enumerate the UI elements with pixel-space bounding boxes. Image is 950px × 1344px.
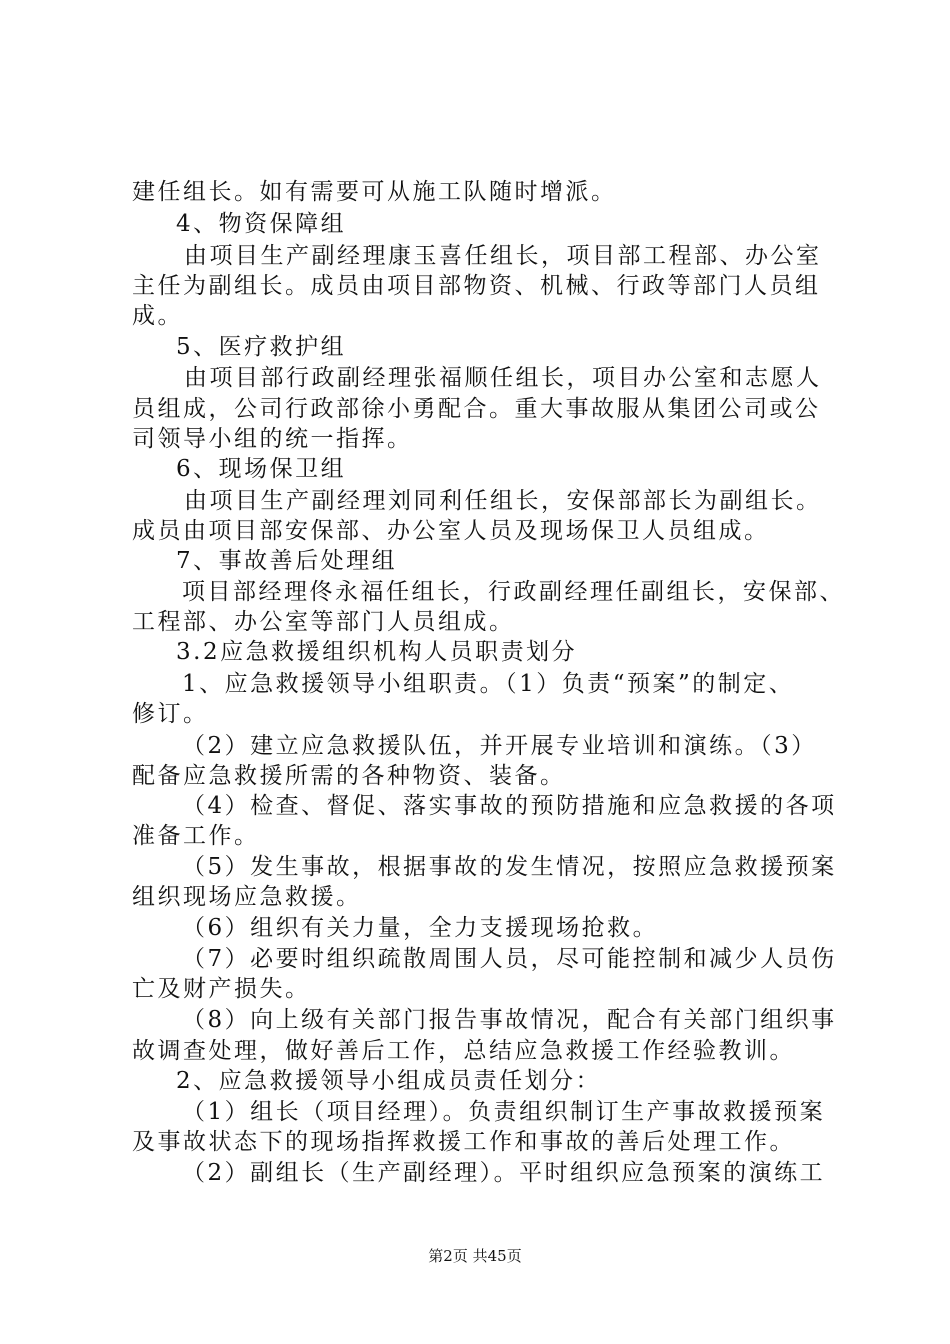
text-line: （1）组长（项目经理）。负责组织制订生产事故救援预案	[182, 1099, 826, 1125]
section-heading: 7、事故善后处理组	[176, 548, 398, 574]
text-line: 及事故状态下的现场指挥救援工作和事故的善后处理工作。	[132, 1129, 795, 1155]
text-line: 组织现场应急救援。	[132, 884, 362, 910]
text-line: 司领导小组的统一指挥。	[132, 426, 413, 452]
text-line: （6）组织有关力量，全力支援现场抢救。	[182, 915, 659, 941]
section-heading: 4、物资保障组	[176, 211, 347, 237]
section-heading: 3.2应急救援组织机构人员职责划分	[176, 639, 578, 665]
text-line: 成。	[132, 303, 183, 329]
text-line: 主任为副组长。成员由项目部物资、机械、行政等部门人员组	[132, 273, 821, 299]
text-line: 成员由项目部安保部、办公室人员及现场保卫人员组成。	[132, 518, 770, 544]
text-line: 建任组长。如有需要可从施工队随时增派。	[132, 179, 617, 205]
section-heading: 2、应急救援领导小组成员责任划分：	[176, 1068, 602, 1094]
text-line: 由项目生产副经理刘同利任组长，安保部部长为副组长。	[184, 488, 822, 514]
text-line: 项目部经理佟永福任组长，行政副经理任副组长，安保部、	[182, 579, 845, 605]
text-line: （2）建立应急救援队伍，并开展专业培训和演练。（3）	[182, 733, 817, 759]
section-heading: 5、医疗救护组	[176, 334, 347, 360]
text-line: 工程部、办公室等部门人员组成。	[132, 609, 515, 635]
text-line: 修订。	[132, 701, 209, 727]
text-line: 由项目生产副经理康玉喜任组长，项目部工程部、办公室	[184, 243, 822, 269]
section-heading: 6、现场保卫组	[176, 456, 347, 482]
text-line: （5）发生事故，根据事故的发生情况，按照应急救援预案	[182, 854, 837, 880]
text-line: （7）必要时组织疏散周围人员，尽可能控制和减少人员伤	[182, 946, 837, 972]
text-line: 1、应急救援领导小组职责。（1）负责“预案”的制定、	[182, 671, 795, 697]
text-line: 故调查处理，做好善后工作，总结应急救援工作经验教训。	[132, 1038, 795, 1064]
text-line: （4）检查、督促、落实事故的预防措施和应急救援的各项	[182, 793, 837, 819]
page-footer: 第2页 共45页	[428, 1247, 522, 1265]
text-line: （2）副组长（生产副经理）。平时组织应急预案的演练工	[182, 1160, 826, 1186]
text-line: 由项目部行政副经理张福顺任组长，项目办公室和志愿人	[184, 365, 822, 391]
text-line: 亡及财产损失。	[132, 976, 311, 1002]
text-line: 员组成，公司行政部徐小勇配合。重大事故服从集团公司或公	[132, 396, 821, 422]
text-line: 配备应急救援所需的各种物资、装备。	[132, 763, 566, 789]
text-line: 准备工作。	[132, 823, 260, 849]
text-line: （8）向上级有关部门报告事故情况，配合有关部门组织事	[182, 1007, 837, 1033]
